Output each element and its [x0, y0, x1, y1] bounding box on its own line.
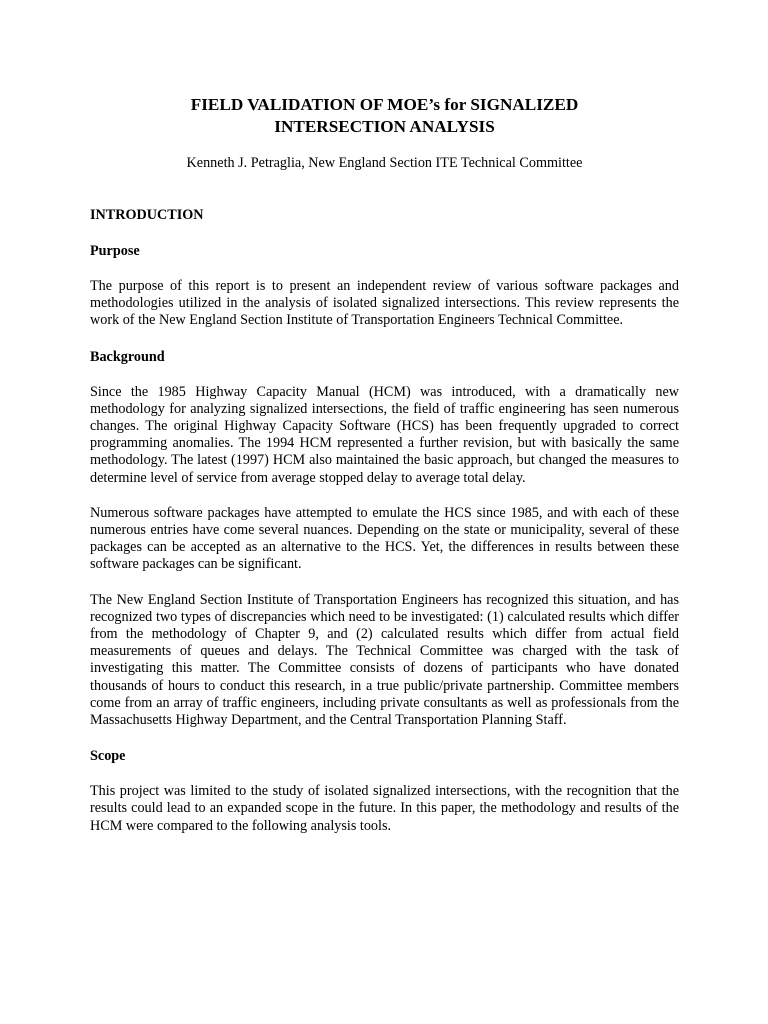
background-heading: Background: [90, 348, 165, 365]
scope-paragraph: This project was limited to the study of isolated signalized intersections, with the recognition that the results could lead to an expanded scope in the future. In this paper, the methodology and results of the HCM were compared to the following analysis tools.: [90, 783, 679, 834]
title-line-1: FIELD VALIDATION OF MOE’s for SIGNALIZED: [190, 95, 579, 114]
background-paragraph-1: Since the 1985 Highway Capacity Manual (HCM) was introduced, with a dramatically new methodology for analyzing signalized intersections, the field of traffic engineering has seen numerous changes. The original Highway Capacity Software (HCS) has been frequently upgraded to correct programming anomalies. The 1994 HCM represented a further revision, but with basically the same methodology. The latest (1997) HCM also maintained the basic approach, but changed the measures to determine level of service from average stopped delay to average total delay.: [90, 383, 679, 486]
purpose-heading: Purpose: [90, 243, 140, 259]
title-line-2: INTERSECTION ANALYSIS: [274, 117, 495, 136]
introduction-heading: INTRODUCTION: [90, 207, 204, 223]
purpose-paragraph: The purpose of this report is to present an independent review of various software packages and methodologies utilized in the analysis of isolated signalized intersections. This review represents the work of the New England Section Institute of Transportation Engineers Technical Committee.: [90, 278, 679, 329]
scope-heading: Scope: [90, 748, 126, 765]
background-paragraph-3: The New England Section Institute of Transportation Engineers has recognized this situation, and has recognized two types of discrepancies which need to be investigated: (1) calculated results which differ from the methodology of Chapter 9, and (2) calculated results which differ from actual field measurements of queues and delays. The Technical Committee was charged with the task of investigating this matter. The Committee consists of dozens of participants who have donated thousands of hours to conduct this research, in a true public/private partnership. Committee members come from an array of traffic engineers, including private consultants as well as professionals from the Massachusetts Highway Department, and the Central Transportation Planning Staff.: [90, 591, 679, 729]
background-paragraph-2: Numerous software packages have attempted to emulate the HCS since 1985, and with each of these numerous entries have come several nuances. Depending on the state or municipality, several of these packages can be accepted as an alternative to the HCS. Yet, the differences in results between these software packages can be significant.: [90, 504, 679, 573]
document-title: [90, 94, 679, 138]
author-line: Kenneth J. Petraglia, New England Section ITE Technical Committee: [186, 155, 583, 171]
